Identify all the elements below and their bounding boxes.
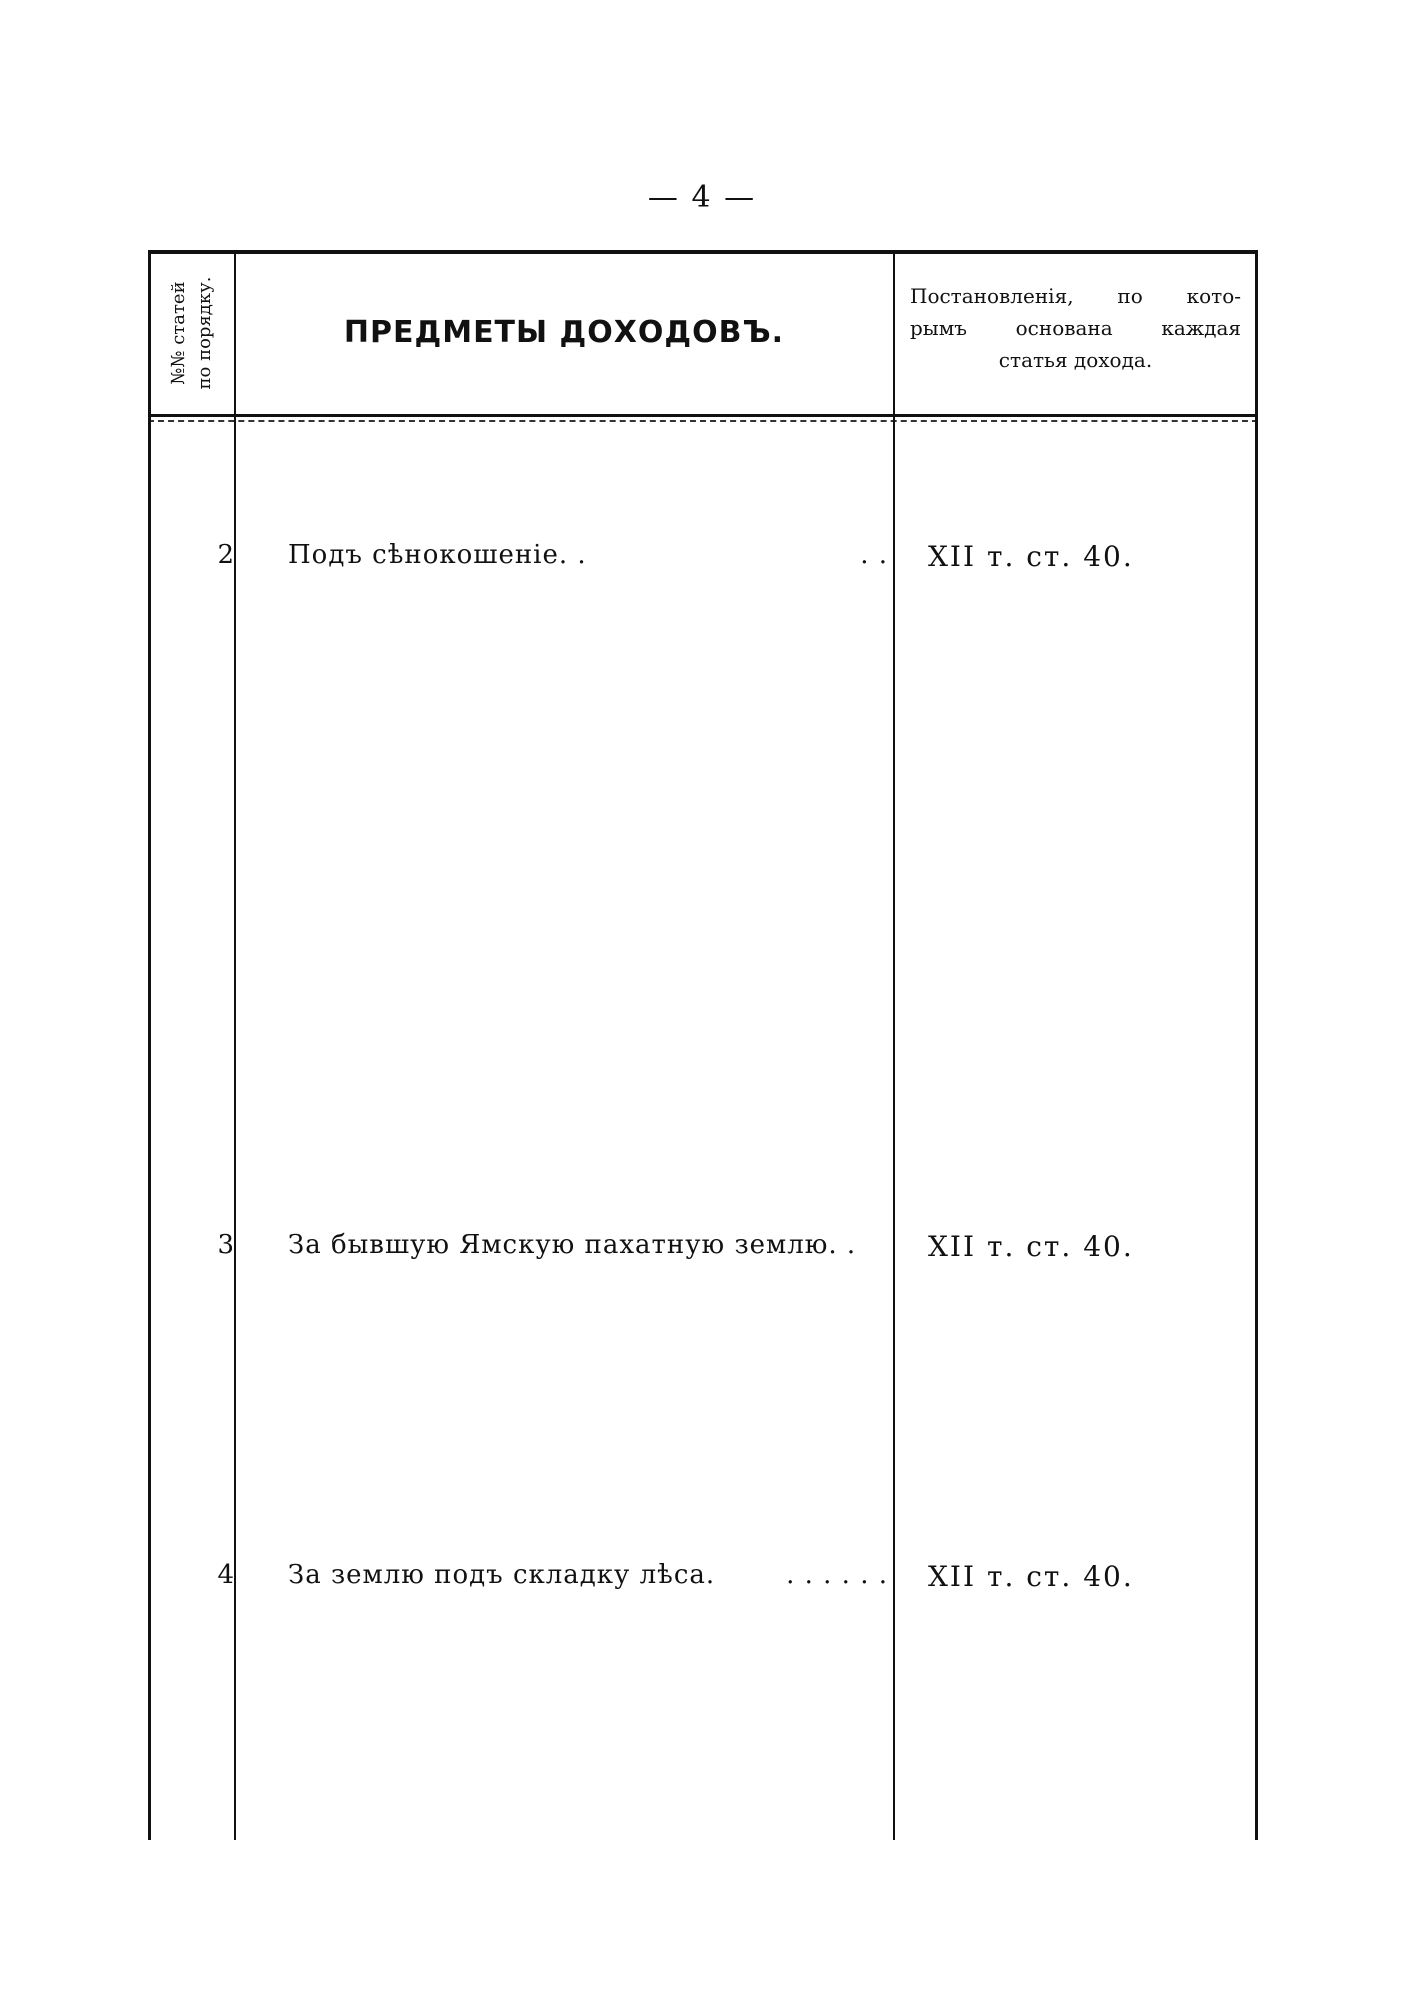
header-basis-line1: Постановленія, по кото-	[910, 284, 1241, 308]
column-divider-2	[893, 250, 895, 1840]
table-row	[148, 540, 1258, 580]
revenue-table	[148, 250, 1258, 1840]
header-number-column	[152, 258, 232, 408]
header-number-line2: по порядку.	[194, 276, 215, 390]
row-basis: XII т. ст. 40.	[928, 1230, 1134, 1263]
page-number: — 4 —	[647, 180, 757, 215]
table-right-rule	[1255, 250, 1258, 1840]
row-leader-dots: . .	[854, 540, 888, 570]
header-bottom-rule	[148, 414, 1258, 422]
row-item: За бывшую Ямскую пахатную землю. .	[288, 1230, 857, 1260]
table-left-rule	[148, 250, 151, 1840]
header-number-line1: №№ статей	[168, 281, 189, 385]
table-row	[148, 1230, 1258, 1270]
row-item: Подъ сѣнокошеніе. . . .	[288, 540, 888, 570]
row-leader-dots: . . . . . .	[780, 1560, 888, 1590]
header-basis-line3: статья дохода.	[998, 348, 1153, 372]
row-number: 3	[217, 1230, 234, 1260]
row-basis: XII т. ст. 40.	[928, 540, 1134, 573]
row-basis: XII т. ст. 40.	[928, 1560, 1134, 1593]
header-items-column: ПРЕДМЕТЫ ДОХОДОВЪ.	[343, 314, 785, 350]
row-item: За землю подъ складку лѣса. . . . . . .	[288, 1560, 888, 1590]
row-number: 2	[217, 540, 234, 570]
table-row	[148, 1560, 1258, 1600]
header-basis-column	[898, 280, 1253, 376]
column-divider-1	[234, 250, 236, 1840]
header-basis-line2: рымъ основана каждая	[910, 316, 1241, 340]
row-number: 4	[217, 1560, 234, 1590]
